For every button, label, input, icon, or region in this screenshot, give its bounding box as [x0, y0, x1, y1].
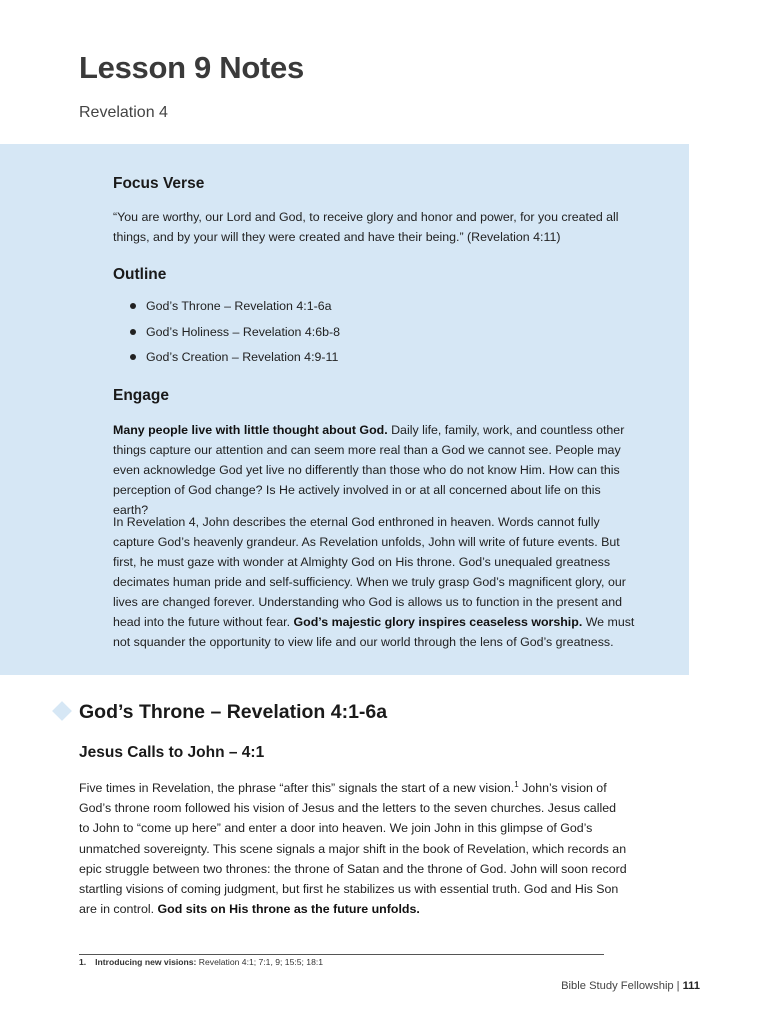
engage-heading: Engage — [113, 387, 169, 404]
section-heading: God’s Throne – Revelation 4:1-6a — [79, 701, 388, 723]
engage-paragraph-1 — [113, 420, 637, 520]
outline-item-text: God’s Holiness – Revelation 4:6b-8 — [146, 324, 341, 339]
section-body-bold: God sits on His throne as the future unfolds. — [157, 902, 420, 917]
footer-publisher: Bible Study Fellowship — [561, 980, 674, 992]
footnote-divider — [79, 954, 604, 955]
page-subtitle: Revelation 4 — [79, 104, 168, 121]
engage-p2-text-start: In Revelation 4, John describes the eternal God enthroned in heaven. Words cannot fully capture God’s heavenly grandeur. As Revelation unfolds, John will write of future events. But first, he must gaze with wonder at Almighty God on His throne. God’s unequaled greatness decimates human pride and self-sufficiency. When we truly grasp God’s magnificent glory, our lives are changed forever. Understanding who God is allows us to function in the present and head into the future without fear. — [113, 515, 626, 629]
footnote-number: 1. — [79, 957, 87, 967]
outline-item-text: God’s Creation – Revelation 4:9-11 — [146, 350, 339, 364]
footer-separator: | — [676, 980, 680, 992]
engage-p1-text: Daily life, family, work, and countless other things capture our attention and can seem more real than a God we cannot see. People may even acknowledge God yet live no differently than those who do not know Him. How can this perception of God change? Is He actively involved in or at all concerned about life on this earth? — [113, 423, 625, 517]
bullet-icon — [130, 329, 136, 335]
section-body — [79, 778, 627, 919]
outline-item — [113, 347, 340, 373]
engage-paragraph-2 — [113, 512, 637, 652]
focus-verse-heading: Focus Verse — [113, 175, 205, 192]
outline-list — [113, 296, 340, 373]
focus-verse-line-2: things, and by your will they were created and have their being.” (Revelation 4:11) — [113, 230, 561, 244]
section-subheading: Jesus Calls to John – 4:1 — [79, 744, 265, 761]
outline-heading: Outline — [113, 266, 167, 283]
focus-box — [0, 144, 689, 675]
footnote-text: Revelation 4:1; 7:1, 9; 15:5; 18:1 — [196, 957, 324, 967]
engage-p2-bold: God’s majestic glory inspires ceaseless worship. — [293, 615, 583, 629]
page-number: 111 — [682, 980, 700, 992]
footnote-reference[interactable]: 1 — [514, 779, 519, 789]
page-title: Lesson 9 Notes — [79, 50, 304, 85]
engage-p1-bold: Many people live with little thought about God. — [113, 423, 388, 437]
focus-verse-text — [113, 207, 637, 247]
engage-p2-text-end: We must not squander the opportunity to view life and our world through the lens of God’s greatness. — [113, 615, 635, 649]
section-body-mid: John’s vision of God’s throne room followed his vision of Jesus and the letters to the seven churches. Jesus called to John to “come up here” and enter a door into heaven. We join John in this glimpse of God’s unmatched sovereignty. This scene signals a major shift in the book of Revelation, which records an epic struggle between two thrones: the throne of Satan and the throne of God. John will soon record startling visions of coming judgment, but first he stabilizes us with essential truth. God and His Son are in control. — [79, 781, 627, 917]
section-body-start: Five times in Revelation, the phrase “after this” signals the start of a new vision. — [79, 781, 515, 795]
bullet-icon — [130, 354, 136, 360]
footnote — [79, 957, 323, 967]
outline-item — [113, 322, 340, 348]
outline-item — [113, 296, 340, 322]
outline-item-text: God’s Throne – Revelation 4:1-6a — [146, 299, 332, 313]
page-footer — [561, 980, 700, 992]
bullet-icon — [130, 303, 136, 309]
footnote-label: Introducing new visions: — [95, 957, 197, 967]
focus-verse-line-1: “You are worthy, our Lord and God, to receive glory and honor and power, for you created all — [113, 210, 619, 224]
diamond-icon — [52, 701, 72, 721]
